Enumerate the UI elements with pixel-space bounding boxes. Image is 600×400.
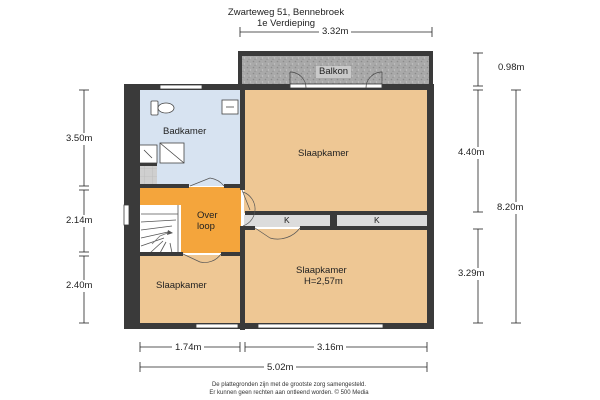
dim-right-total: 8.20m bbox=[497, 202, 524, 213]
dim-right-upper: 4.40m bbox=[458, 147, 485, 158]
room-label-kast-2: K bbox=[374, 215, 380, 225]
dim-left-upper: 3.50m bbox=[66, 133, 93, 144]
dim-bottom-left: 1.74m bbox=[172, 343, 204, 353]
room-label-slaapkamer-large: Slaapkamer bbox=[298, 148, 349, 159]
floor-title: 1e Verdieping bbox=[256, 18, 316, 29]
room-label-balkon: Balkon bbox=[316, 66, 351, 78]
room-label-overloop-1: Over bbox=[197, 210, 218, 221]
dim-bottom-right: 3.16m bbox=[314, 343, 346, 353]
room-label-overloop-2: loop bbox=[197, 221, 215, 232]
room-label-ceiling-height: H=2,57m bbox=[304, 276, 343, 287]
dim-left-lower: 2.40m bbox=[66, 280, 93, 291]
footer-disclaimer-2: Er kunnen geen rechten aan ontleend worden. © 500 Media bbox=[209, 390, 369, 396]
balcony-railing bbox=[238, 51, 433, 56]
footer-disclaimer-1: De plattegronden zijn met de grootste zorg samengesteld. bbox=[211, 382, 367, 388]
dim-right-lower: 3.29m bbox=[458, 268, 485, 279]
stair-area bbox=[139, 205, 181, 253]
room-label-badkamer: Badkamer bbox=[163, 126, 207, 137]
dim-right-balkon: 0.98m bbox=[498, 62, 525, 73]
room-label-slaapkamer-bottom: Slaapkamer bbox=[296, 265, 347, 276]
closet-2-floor bbox=[337, 215, 427, 227]
bathroom-tile-area bbox=[139, 165, 157, 187]
room-label-slaapkamer-small: Slaapkamer bbox=[156, 280, 207, 291]
dim-top-width: 3.32m bbox=[319, 27, 351, 37]
dim-bottom-total: 5.02m bbox=[264, 363, 296, 373]
room-label-kast-1: K bbox=[284, 215, 290, 225]
dim-left-middle: 2.14m bbox=[66, 215, 93, 226]
address-title: Zwarteweg 51, Bennebroek bbox=[227, 7, 345, 18]
